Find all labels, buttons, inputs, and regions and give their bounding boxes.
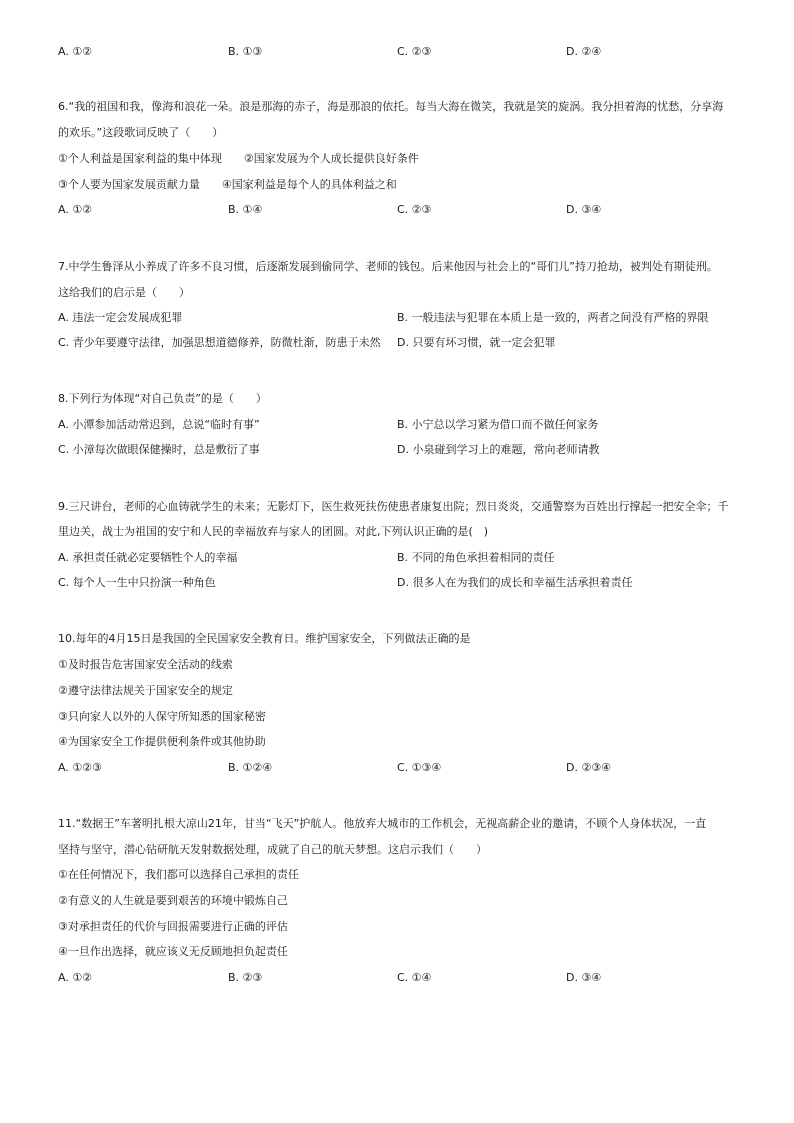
option-d[interactable]: D. ③④	[566, 971, 602, 984]
option-d[interactable]: D. 只要有坏习惯，就一定会犯罪	[397, 336, 556, 349]
option-b[interactable]: B. 不同的角色承担着相同的责任	[397, 551, 555, 564]
option-a[interactable]: A. 违法一定会发展成犯罪	[58, 311, 183, 324]
option-d[interactable]: D. 很多人在为我们的成长和幸福生活承担着责任	[397, 576, 633, 589]
statement-item: ④为国家安全工作提供便利条件或其他协助	[58, 735, 266, 748]
option-a[interactable]: A. ①②③	[58, 761, 102, 774]
option-a[interactable]: A. 小潭参加活动常迟到，总说“临时有事”	[58, 418, 260, 431]
question-stem: 坚持与坚守，潜心钻研航天发射数据处理，成就了自己的航天梦想。这启示我们（ ）	[58, 843, 487, 856]
option-d[interactable]: D. 小泉碰到学习上的难题，常向老师请教	[397, 443, 600, 456]
question-stem: 9.三尺讲台，老师的心血铸就学生的未来；无影灯下，医生救死扶伤使患者康复出院；烈日炎炎，交通警察为百姓出行撑起一把安全伞；千	[58, 500, 729, 513]
option-a[interactable]: A. ①②	[58, 203, 93, 216]
option-d[interactable]: D. ②③④	[566, 761, 612, 774]
question-stem: 10.每年的4月15日是我国的全民国家安全教育日。维护国家安全，下列做法正确的是	[58, 632, 471, 645]
option-b[interactable]: B. 一般违法与犯罪在本质上是一致的，两者之间没有严格的界限	[397, 311, 709, 324]
question-stem: 6.“我的祖国和我，像海和浪花一朵。浪是那海的赤子，海是那浪的依托。每当大海在微笑，我就是笑的旋涡。我分担着海的忧愁，分享海	[58, 100, 724, 113]
option-c[interactable]: C. ②③	[397, 45, 432, 58]
statement-item: ④一旦作出选择，就应该义无反顾地担负起责任	[58, 945, 288, 958]
option-a[interactable]: A. 承担责任就必定要牺牲个人的幸福	[58, 551, 238, 564]
question-stem: 的欢乐。”这段歌词反映了（ ）	[58, 126, 224, 139]
statement-item: ①及时报告危害国家安全活动的线索	[58, 658, 233, 671]
statement-item: ①在任何情况下，我们都可以选择自己承担的责任	[58, 868, 299, 881]
statement-item: ③个人要为国家发展贡献力量 ④国家利益是每个人的具体利益之和	[58, 178, 397, 191]
option-c[interactable]: C. 小漳每次做眼保健操时，总是敷衍了事	[58, 443, 260, 456]
statement-item: ①个人利益是国家利益的集中体现 ②国家发展为个人成长提供良好条件	[58, 152, 419, 165]
option-d[interactable]: D. ②④	[566, 45, 602, 58]
question-stem: 8.下列行为体现“对自己负责”的是（ ）	[58, 392, 267, 405]
statement-item: ②有意义的人生就是要到艰苦的环境中锻炼自己	[58, 894, 288, 907]
option-d[interactable]: D. ③④	[566, 203, 602, 216]
question-stem: 这给我们的启示是（ ）	[58, 286, 190, 299]
statement-item: ②遵守法律法规关于国家安全的规定	[58, 684, 233, 697]
statement-item: ③只向家人以外的人保守所知悉的国家秘密	[58, 710, 266, 723]
option-c[interactable]: C. 每个人一生中只扮演一种角色	[58, 576, 216, 589]
option-c[interactable]: C. ①③④	[397, 761, 442, 774]
option-c[interactable]: C. ①④	[397, 971, 432, 984]
option-c[interactable]: C. ②③	[397, 203, 432, 216]
option-b[interactable]: B. ②③	[228, 971, 263, 984]
question-stem: 7.中学生鲁泽从小养成了许多不良习惯，后逐渐发展到偷同学、老师的钱包。后来他因与社会上的“哥们儿”持刀抢劫，被判处有期徒刑。	[58, 260, 718, 273]
question-stem: 11.“数据王”车著明扎根大凉山21年，甘当“飞天”护航人。他放弃大城市的工作机会，无视高薪企业的邀请，不顾个人身体状况，一直	[58, 817, 707, 830]
option-b[interactable]: B. ①③	[228, 45, 263, 58]
option-b[interactable]: B. ①②④	[228, 761, 273, 774]
question-stem: 里边关，战士为祖国的安宁和人民的幸福放弃与家人的团圆。对此,下列认识正确的是( )	[58, 525, 489, 538]
option-b[interactable]: B. ①④	[228, 203, 263, 216]
option-b[interactable]: B. 小宁总以学习紧为借口而不做任何家务	[397, 418, 599, 431]
option-a[interactable]: A. ①②	[58, 45, 93, 58]
option-c[interactable]: C. 青少年要遵守法律，加强思想道德修养，防微杜渐，防患于未然	[58, 336, 381, 349]
option-a[interactable]: A. ①②	[58, 971, 93, 984]
statement-item: ③对承担责任的代价与回报需要进行正确的评估	[58, 920, 288, 933]
